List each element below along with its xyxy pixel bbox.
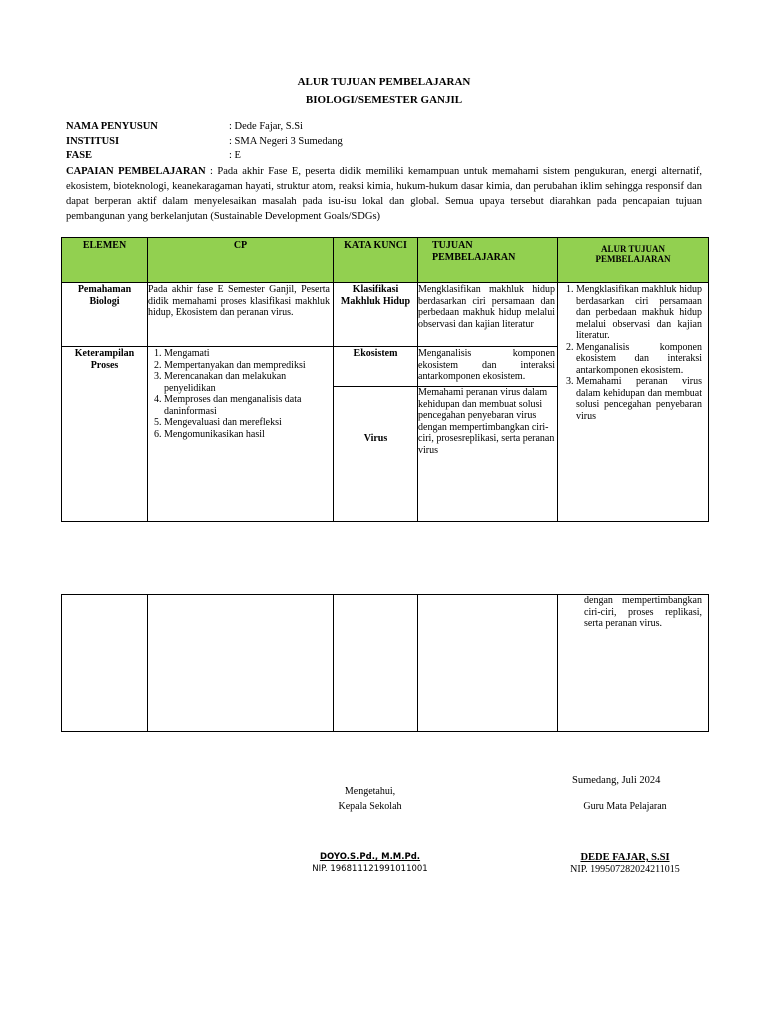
cont-elemen (62, 595, 148, 732)
cp-text: : Pada akhir Fase E, peserta didik memiliki kemampuan untuk memahami sistem pengukuran, energi alternatif, ekosistem, bioteknologi, keanekaragaman hayati, struktur atom, reaksi kimia, hukum-hukum dasar kimia, dan perubahan iklim sehingga responsif dan dapat berperan aktif dalam menyelesaikan masalah pada isu-isu lokal dan global. Semua upaya tersebut diarahkan pada pencapaian tujuan pembangunan yang berkelanjutan (Sustainable Development Goals/SDGs) (66, 166, 703, 222)
atp-table-continuation (61, 594, 709, 732)
penyusun-label: NAMA PENYUSUN (66, 121, 158, 132)
header-kata-kunci: KATA KUNCI (334, 238, 418, 283)
keterampilan-item: 6. Mengomunikasikan hasil (164, 429, 331, 441)
alur-list (560, 284, 702, 422)
place-date: Sumedang, Juli 2024 (572, 775, 661, 786)
header-tujuan: TUJUAN PEMBELAJARAN (418, 238, 558, 283)
institusi-value: : SMA Negeri 3 Sumedang (229, 136, 343, 147)
kepala-sekolah-label: Kepala Sekolah (338, 801, 402, 812)
cont-kata-kunci (334, 595, 418, 732)
cont-tujuan (418, 595, 558, 732)
row2-cp (148, 347, 334, 522)
row1-tujuan: Mengklasifikan makhluk hidup berdasarkan ciri persamaan dan perbedaan makhuk hidup melalui observasi dan kajian literatur (418, 283, 558, 347)
keterampilan-item: 1. Mengamati (164, 348, 331, 360)
header-cp: CP (148, 238, 334, 283)
keterampilan-item: 4. Memproses dan menganalisis data daninformasi (164, 394, 331, 417)
kepala-sekolah-nip: NIP. 196811121991011001 (312, 864, 428, 874)
document-subtitle: BIOLOGI/SEMESTER GANJIL (305, 94, 463, 106)
alur-item: 2. Menganalisis komponen ekosistem dan interaksi antarkomponen ekosistem. (576, 342, 702, 377)
row1-elemen: Pemahaman Biologi (62, 283, 148, 347)
fase-label: FASE (66, 150, 93, 161)
row2-tujuan-ekosistem: Menganalisis komponen ekosistem dan interaksi antarkomponen ekosistem. (418, 347, 558, 387)
row2-elemen: Keterampilan Proses (62, 347, 148, 522)
row2-tujuan-virus: Memahami peranan virus dalam kehidupan dan membuat solusi pencegahan penyebaran virus dengan mempertimbangkan ciri-ciri, prosesreplikasi, serta peranan virus (418, 387, 558, 522)
keterampilan-list (150, 348, 331, 440)
capaian-pembelajaran (66, 164, 702, 224)
row1-cp: Pada akhir fase E Semester Ganjil, Peserta didik memahami proses klasifikasi makhluk hidup, Ekosistem dan peranan virus. (148, 283, 334, 347)
cont-cp (148, 595, 334, 732)
fase-value: : E (229, 150, 241, 161)
row2-kata-kunci-virus: Virus (334, 387, 418, 522)
guru-name: DEDE FAJAR, S.SI (580, 852, 670, 863)
alur-item: 3. Memahami peranan virus dalam kehidupan dan membuat solusi pencegahan penyebaran virus (576, 376, 702, 422)
alur-cell (558, 283, 709, 522)
alur-item: 1. Mengklasifikan makhluk hidup berdasarkan ciri persamaan dan perbedaan makhuk hidup melalui observasi dan kajian literatur. (576, 284, 702, 342)
guru-nip: NIP. 199507282024211015 (570, 864, 680, 875)
document-title: ALUR TUJUAN PEMBELAJARAN (297, 76, 471, 88)
keterampilan-item: 5. Mengevaluasi dan merefleksi (164, 417, 331, 429)
keterampilan-item: 2. Mempertanyakan dan memprediksi (164, 360, 331, 372)
guru-mapel-label: Guru Mata Pelajaran (583, 801, 667, 812)
keterampilan-item: 3. Merencanakan dan melakukan penyelidikan (164, 371, 331, 394)
cp-label: CAPAIAN PEMBELAJARAN (66, 166, 206, 177)
institusi-label: INSTITUSI (66, 136, 120, 147)
row2-kata-kunci-ekosistem: Ekosistem (334, 347, 418, 387)
kepala-sekolah-name: DOYO.S.Pd., M.M.Pd. (319, 852, 421, 862)
penyusun-value: : Dede Fajar, S.Si (229, 121, 303, 132)
header-alur: ALUR TUJUAN PEMBELAJARAN (558, 238, 709, 283)
mengetahui-label: Mengetahui, (344, 786, 396, 797)
alur-continuation: dengan mempertimbangkan ciri-ciri, proses replikasi, serta peranan virus. (558, 595, 709, 732)
atp-table (61, 237, 709, 522)
row1-kata-kunci: Klasifikasi Makhluk Hidup (334, 283, 418, 347)
header-elemen: ELEMEN (62, 238, 148, 283)
